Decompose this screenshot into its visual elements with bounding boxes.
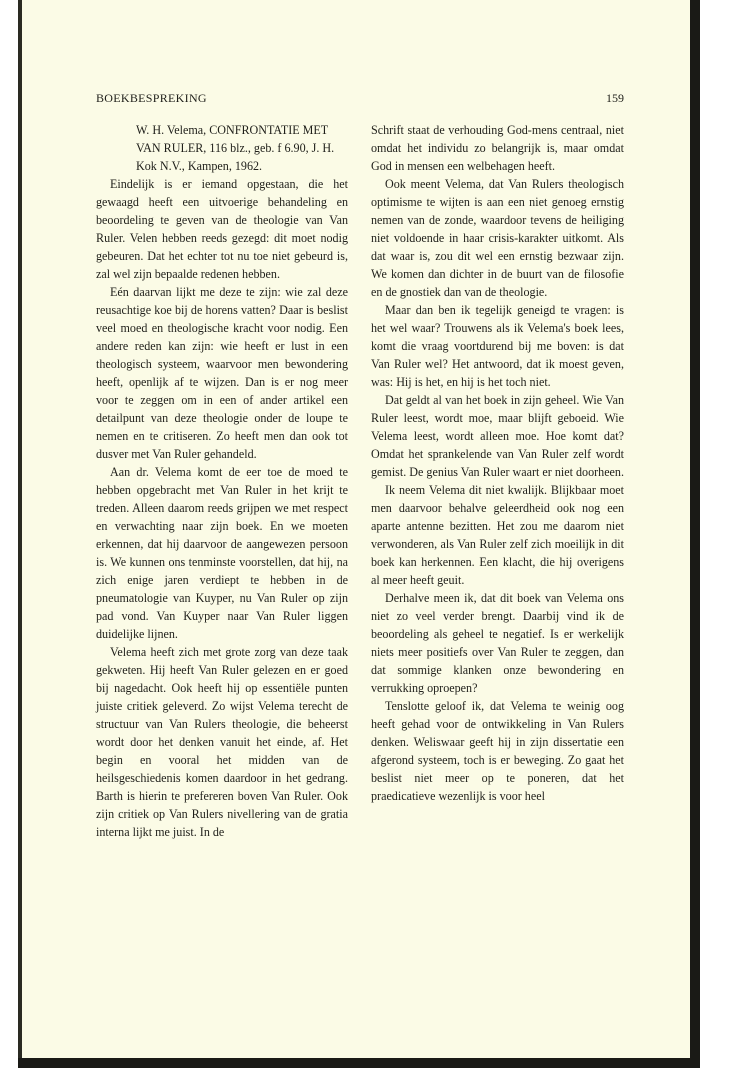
paragraph: Derhalve meen ik, dat dit boek van Velema ons niet zo veel verder brengt. Daarbij vind ik de beoordeling als geheel te negatief. Is er werkelijk niets meer positiefs over Van Ruler te zeggen, dan dat sommige klanken onze bewondering en verrukking oproepen? bbox=[371, 591, 624, 695]
section-title: BOEKBESPREKING bbox=[96, 91, 207, 105]
paragraph: Aan dr. Velema komt de eer toe de moed te hebben opgebracht met Van Ruler in het krijt te treden. Alleen daarom reeds grijpen we met respect en verwachting naar zijn boek. En we moeten erkennen, dat hij daarvoor de aangewezen persoon is. We kunnen ons tenminste voorstellen, dat hij, na zich enige jaren verdiept te hebben in de pneumatologie van Kuyper, nu Van Ruler op zijn pad vond. Van Kuyper naar Van Ruler liggen duidelijke lijnen. bbox=[96, 465, 348, 641]
paragraph: Ook meent Velema, dat Van Rulers theologisch optimisme te wijten is aan een niet genoeg ernstig nemen van de zonde, waardoor tevens de heiliging niet voldoende in haar crisis-karakter uitkomt. Als dat waar is, zou dit wel een ernstig bezwaar zijn. We komen dan dichter in de buurt van de filosofie en de gnostiek dan van de theologie. bbox=[371, 177, 624, 299]
scan-edge-right bbox=[690, 0, 700, 1068]
page-number: 159 bbox=[606, 91, 624, 105]
paragraph: Velema heeft zich met grote zorg van deze taak gekweten. Hij heeft Van Ruler gelezen en er goed bij nagedacht. Ook heeft hij op essentiële punten juiste critiek geleverd. Zo wijst Velema terecht de structuur van Van Rulers theologie, die beheerst wordt door het denken vanuit het einde, af. Het begin en vooral het midden van de heilsgeschiedenis komen daardoor in het gedrang. Barth is hierin te prefereren boven Van Ruler. Ook zijn critiek op Van Rulers nivellering van de gratia interna lijkt me juist. In de bbox=[96, 645, 348, 839]
paragraph-continuation: Schrift staat de verhouding God-mens centraal, niet omdat het individu zo belangrijk is, maar omdat God in mensen een welbehagen heeft. bbox=[371, 123, 624, 173]
running-head bbox=[96, 91, 624, 109]
bibliographic-entry: W. H. Velema, CONFRONTATIE MET VAN RULER, 116 blz., geb. f 6.90, J. H. Kok N.V., Kampen, 1962. bbox=[136, 123, 335, 173]
paragraph: Dat geldt al van het boek in zijn geheel. Wie Van Ruler leest, wordt moe, maar blijft geboeid. Wie Velema leest, wordt alleen moe. Hoe komt dat? Omdat het sprankelende van Van Ruler zelf wordt gemist. De genius Van Ruler waart er niet doorheen. bbox=[371, 393, 624, 479]
paragraph: Ik neem Velema dit niet kwalijk. Blijkbaar moet men daarvoor behalve geleerdheid ook nog een aparte antenne bezitten. Het zou me daarom niet verwonderen, als Van Ruler zelf zich moeilijk in dit boek kan herkennen. Een klacht, die hij overigens al meer heeft geuit. bbox=[371, 483, 624, 587]
paragraph: Maar dan ben ik tegelijk geneigd te vragen: is het wel waar? Trouwens als ik Velema's boek lees, komt die vraag voortdurend bij me boven: is dat Van Ruler wel? Het antwoord, dat ik moest geven, was: Hij is het, en hij is het toch niet. bbox=[371, 303, 624, 389]
paragraph: Eindelijk is er iemand opgestaan, die het gewaagd heeft een uitvoerige behandeling en beoordeling te geven van de theologie van Van Ruler. Velen hebben reeds gezegd: dit moet nodig gebeuren. Dat het echter tot nu toe niet gebeurd is, zal wel zijn bepaalde redenen hebben. bbox=[96, 177, 348, 281]
paragraph: Eén daarvan lijkt me deze te zijn: wie zal deze reusachtige koe bij de horens vatten? Daar is beslist veel moed en theologische kracht voor nodig. Een andere reden kan zijn: wie heeft er lust in een theologisch systeem, waarvoor men bewondering heeft, openlijk af te wijzen. Dan is er nog meer voor te zeggen om in een of ander artikel een detailpunt van deze theologie onder de loupe te nemen en te critiseren. Zo heeft men dan ook tot dusver met Van Ruler gehandeld. bbox=[96, 285, 348, 461]
right-column bbox=[371, 121, 624, 805]
left-column bbox=[96, 121, 348, 841]
scan-edge-bottom bbox=[18, 1058, 700, 1068]
paragraph: Tenslotte geloof ik, dat Velema te weinig oog heeft gehad voor de ontwikkeling in Van Rulers denken. Weliswaar geeft hij in zijn dissertatie een afgerond systeem, toch is er beweging. Zo gaat het beslist niet meer op te poneren, dat het praedicatieve wezenlijk is voor heel bbox=[371, 699, 624, 803]
